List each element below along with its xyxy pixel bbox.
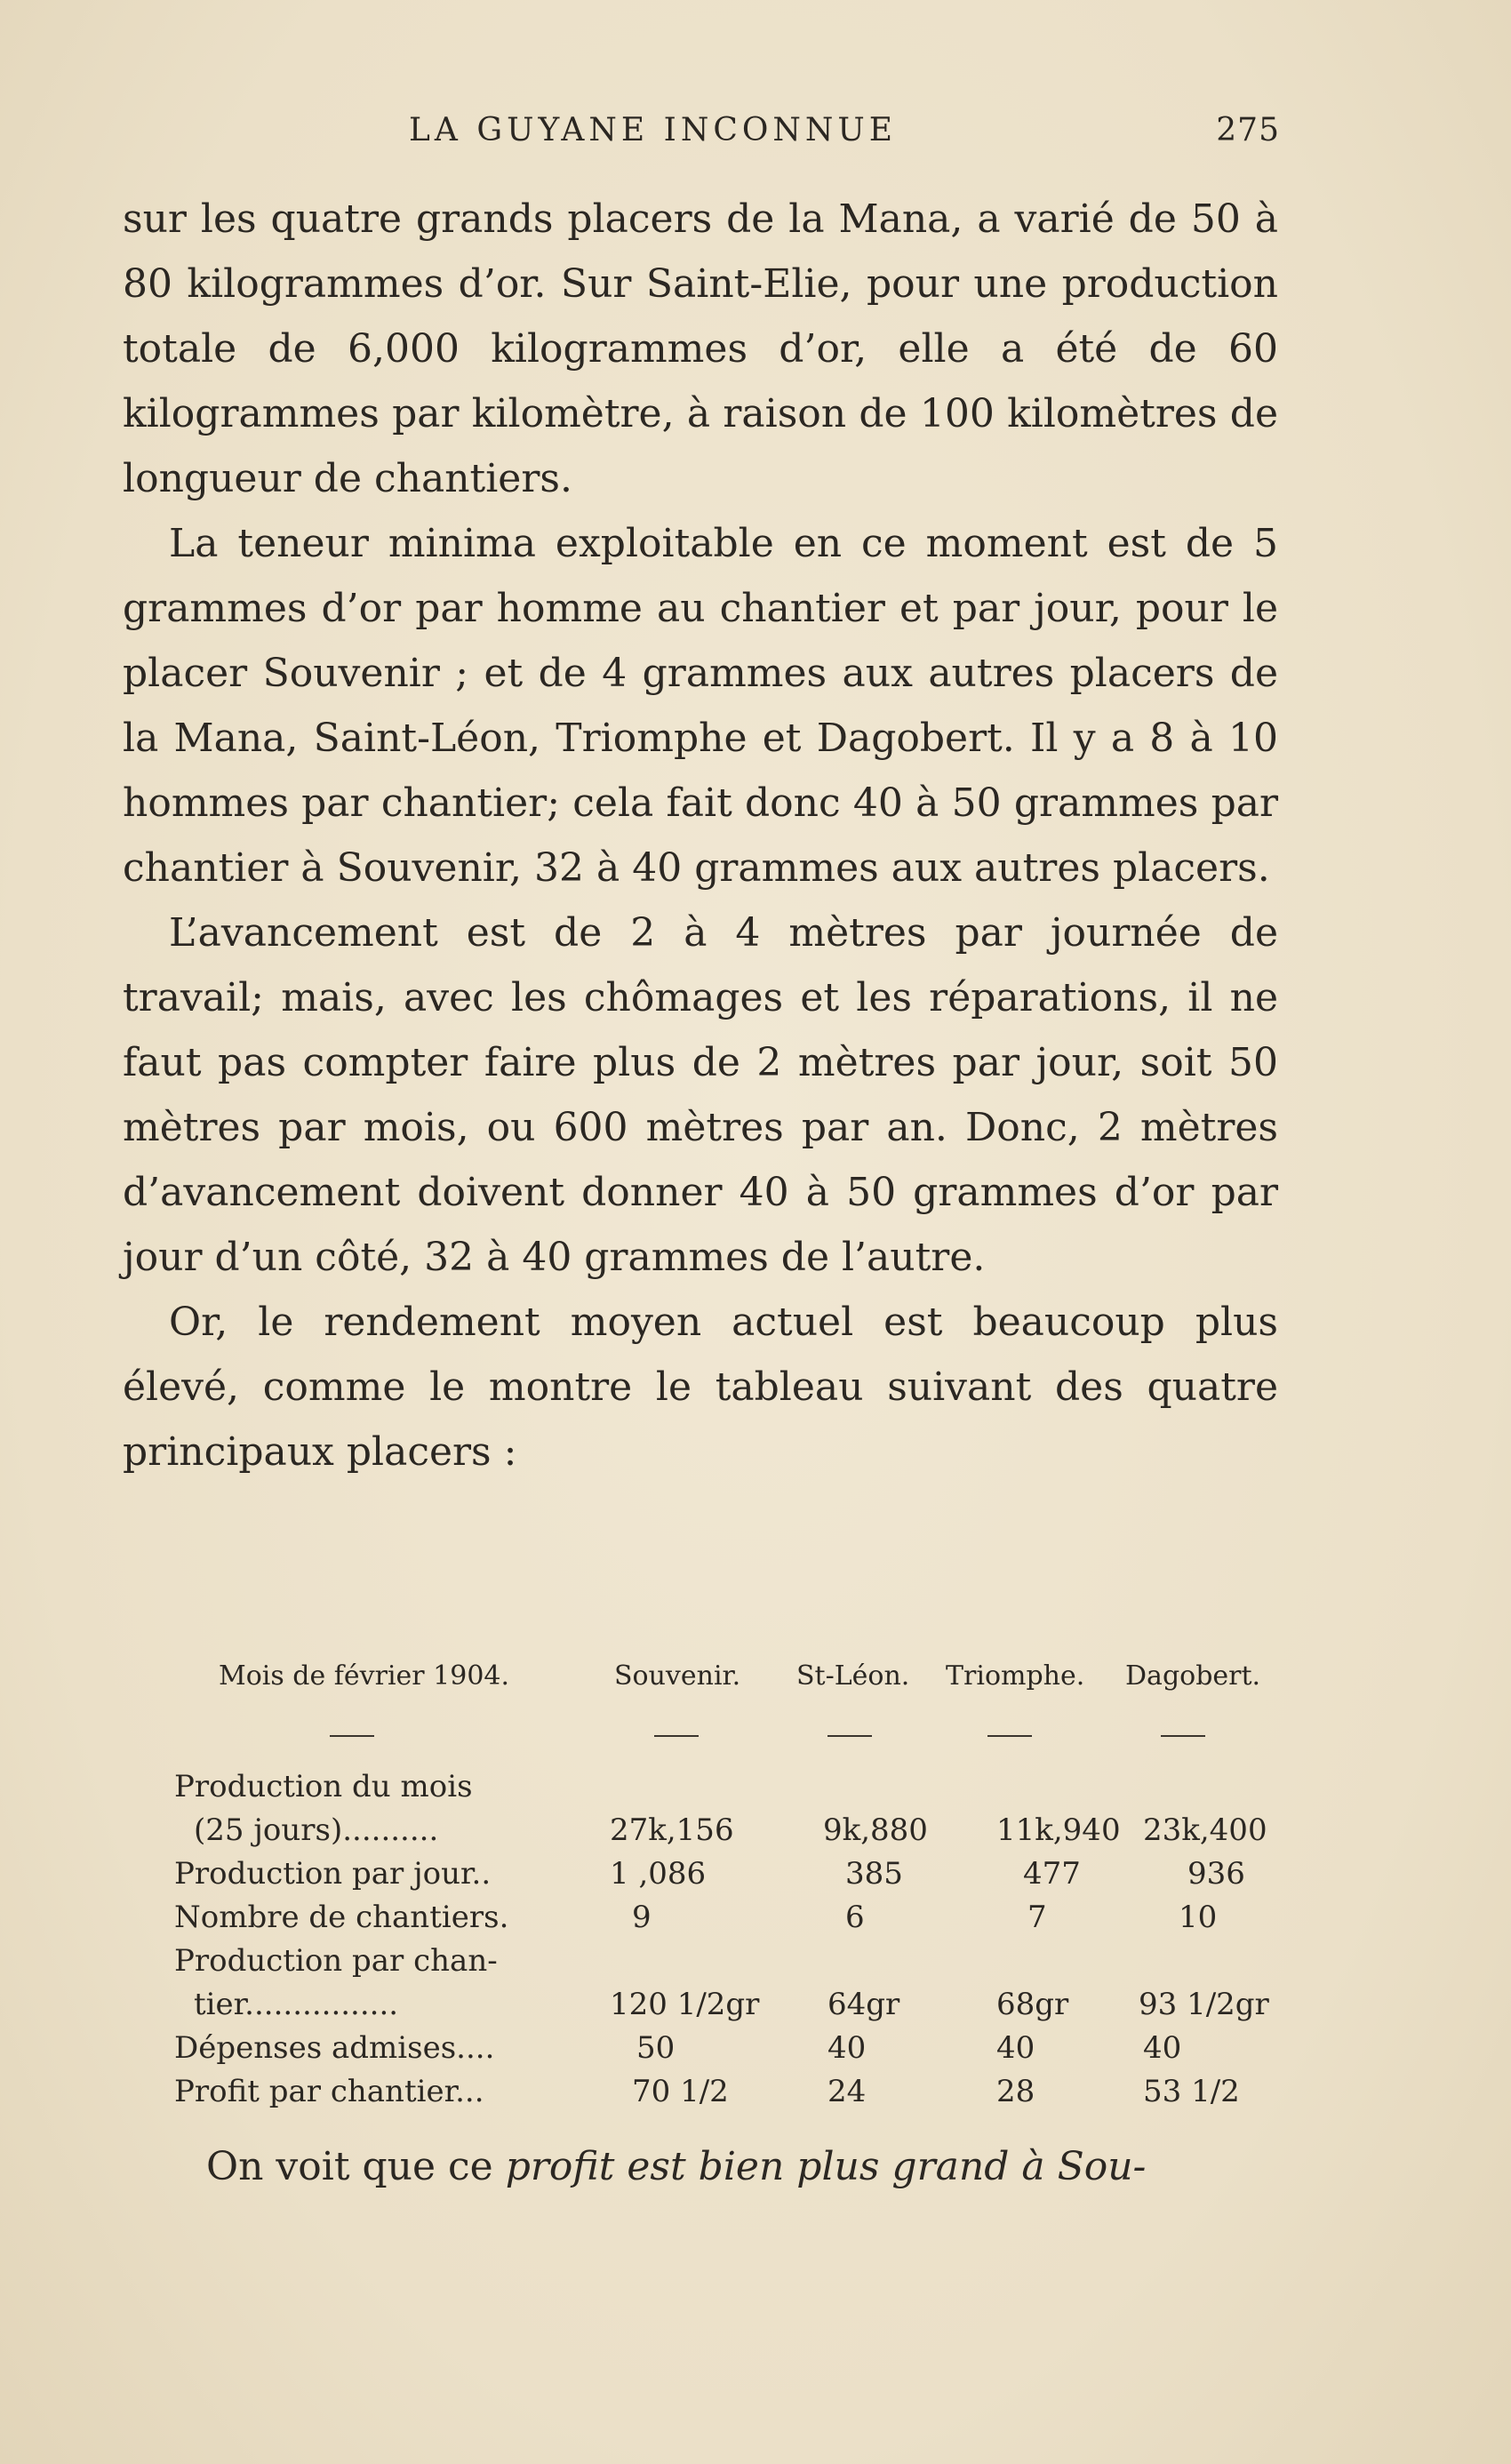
- row-label: Production du mois: [174, 1769, 473, 1804]
- table-row: [174, 2070, 1276, 2114]
- cell-triomphe: 28: [996, 2074, 1035, 2109]
- running-title: LA GUYANE INCONNUE: [409, 112, 898, 148]
- row-label: Dépenses admises....: [174, 2030, 495, 2066]
- table-row: [174, 2027, 1276, 2070]
- cell-souvenir: 27k,156: [610, 1812, 734, 1848]
- table-row: [174, 1809, 1276, 1852]
- closing-line: [206, 2144, 1317, 2189]
- cell-dagobert: 93 1/2gr: [1139, 1987, 1269, 2022]
- cell-triomphe: 477: [1023, 1856, 1081, 1892]
- cell-st-leon: 64gr: [827, 1987, 900, 2022]
- cell-triomphe: 40: [996, 2030, 1035, 2066]
- table-row: [174, 1896, 1276, 1940]
- table-row: [174, 1765, 1276, 1809]
- cell-triomphe: 68gr: [996, 1987, 1069, 2022]
- cell-dagobert: 10: [1179, 1900, 1218, 1935]
- cell-dagobert: 23k,400: [1143, 1812, 1267, 1848]
- closing-italic: profit est bien plus grand à Sou-: [505, 2144, 1147, 2189]
- header-st-leon: St-Léon.: [796, 1660, 910, 1692]
- cell-dagobert: 936: [1187, 1856, 1245, 1892]
- cell-dagobert: 53 1/2: [1143, 2074, 1240, 2109]
- paragraph-3: L’avancement est de 2 à 4 mètres par journée de travail; mais, avec les chômages et les réparations, il ne faut pas compter faire plus de 2 mètres par jour, soit 50 mètres par mois, ou 600 mètres par an. Donc, 2 mètres d’avancement doivent donner 40 à 50 grammes d’or par jour d’un côté, 32 à 40 grammes de l’autre.: [123, 910, 1278, 1280]
- dash: [827, 1735, 872, 1737]
- header-souvenir: Souvenir.: [614, 1660, 741, 1692]
- production-table: [174, 1660, 1276, 2114]
- closing-plain: On voit que ce: [206, 2144, 506, 2189]
- row-label: Nombre de chantiers.: [174, 1900, 509, 1935]
- cell-st-leon: 9k,880: [823, 1812, 928, 1848]
- cell-souvenir: 120 1/2gr: [610, 1987, 760, 2022]
- cell-st-leon: 385: [845, 1856, 903, 1892]
- paragraph-1: sur les quatre grands placers de la Mana, a varié de 50 à 80 kilogrammes d’or. Sur Saint-Elie, pour une production totale de 6,000 kilogrammes d’or, elle a été de 60 kilogrammes par kilomètre, à raison de 100 kilomètres de longueur de chantiers.: [123, 196, 1278, 501]
- cell-souvenir: 50: [636, 2030, 676, 2066]
- page-number: 275: [1216, 112, 1280, 148]
- cell-souvenir: 1 ,086: [610, 1856, 707, 1892]
- row-label: tier................: [194, 1987, 399, 2022]
- cell-dagobert: 40: [1143, 2030, 1182, 2066]
- header-month: Mois de février 1904.: [219, 1660, 510, 1692]
- table-header-row: [174, 1660, 1276, 1714]
- cell-st-leon: 6: [845, 1900, 865, 1935]
- running-header: [124, 112, 1280, 156]
- dash: [654, 1735, 699, 1737]
- header-dashes: [174, 1714, 1276, 1765]
- dash: [1161, 1735, 1205, 1737]
- cell-triomphe: 7: [1027, 1900, 1047, 1935]
- table-row: [174, 1940, 1276, 1983]
- row-label: Profit par chantier...: [174, 2074, 484, 2109]
- row-label: Production par chan-: [174, 1943, 498, 1979]
- row-label: Production par jour..: [174, 1856, 492, 1892]
- table-row: [174, 1852, 1276, 1896]
- header-triomphe: Triomphe.: [946, 1660, 1085, 1692]
- paragraph-4: Or, le rendement moyen actuel est beaucoup plus élevé, comme le montre le tableau suivant des quatre principaux placers :: [123, 1300, 1278, 1475]
- table-row: [174, 1983, 1276, 2027]
- body-text: [123, 187, 1278, 1484]
- cell-st-leon: 24: [827, 2074, 867, 2109]
- paragraph-2: La teneur minima exploitable en ce moment est de 5 grammes d’or par homme au chantier et par jour, pour le placer Souvenir ; et de 4 grammes aux autres placers de la Mana, Saint-Léon, Triomphe et Dagobert. Il y a 8 à 10 hommes par chantier; cela fait donc 40 à 50 grammes par chantier à Souvenir, 32 à 40 grammes aux autres placers.: [123, 521, 1278, 891]
- cell-st-leon: 40: [827, 2030, 867, 2066]
- cell-souvenir: 9: [632, 1900, 652, 1935]
- dash: [987, 1735, 1032, 1737]
- header-dagobert: Dagobert.: [1125, 1660, 1261, 1692]
- cell-souvenir: 70 1/2: [632, 2074, 729, 2109]
- dash: [330, 1735, 374, 1737]
- cell-triomphe: 11k,940: [996, 1812, 1121, 1848]
- row-label: (25 jours)..........: [194, 1812, 439, 1848]
